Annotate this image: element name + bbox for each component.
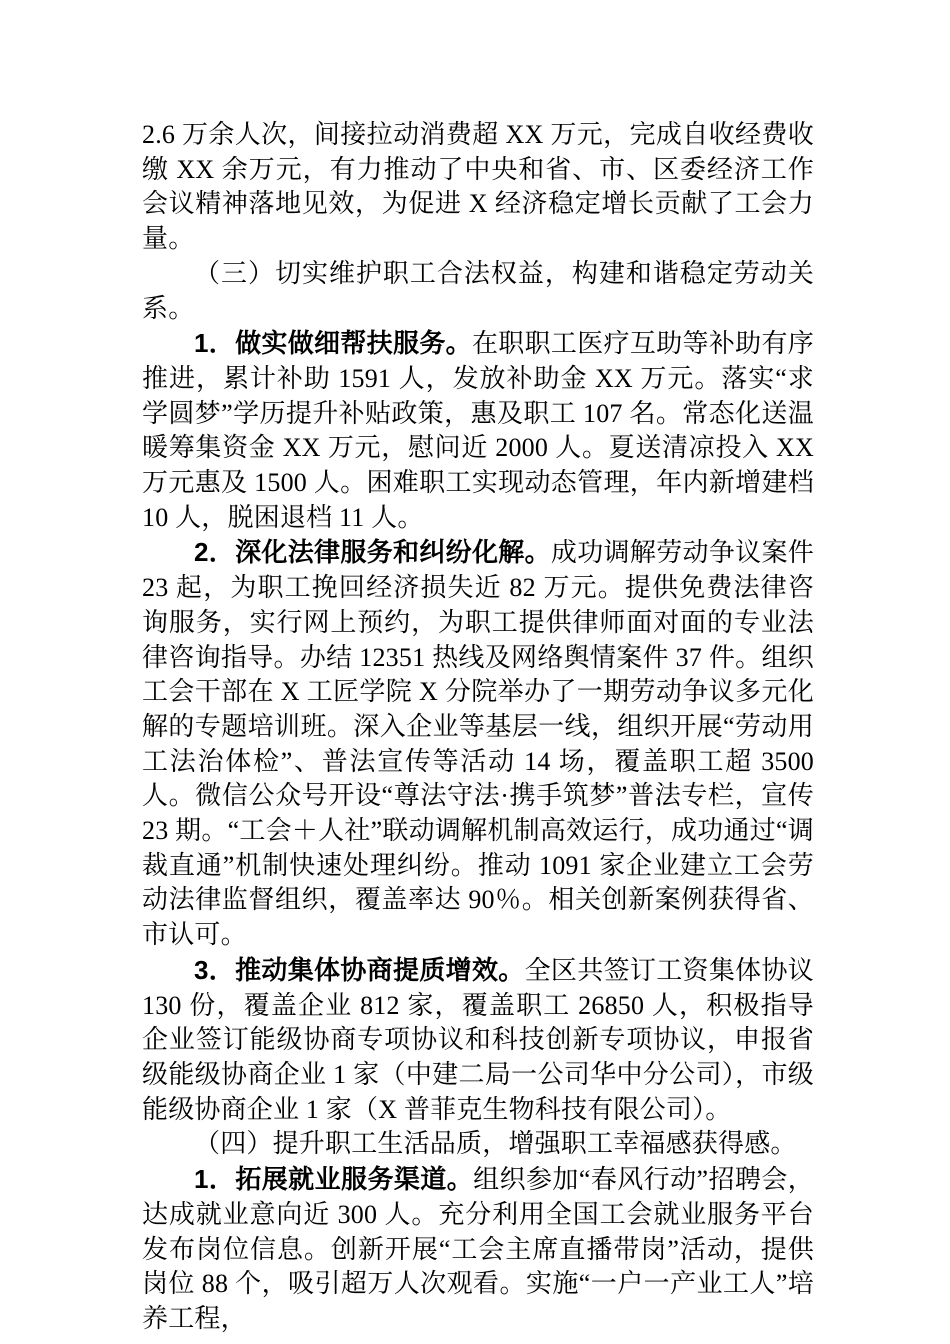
section-heading-text: （三）切实维护职工合法权益，构建和谐稳定劳动关系。 [142,258,814,323]
section-heading-text: （四）提升职工生活品质，增强职工幸福感获得感。 [194,1129,797,1159]
bold-lead: 1．做实做细帮扶服务。 [194,328,472,359]
bold-lead: 3．推动集体协商提质增效。 [194,954,525,985]
paragraph-text: 组织参加“春风行动”招聘会，达成就业意向近 300 人。充分利用全国工会就业服务平台发布岗位信息。创新开展“工会主席直播带岗”活动，提供岗位 88 个，吸引超万人次观看。实施“一户一产业工人”培养工程， [142,1165,814,1333]
continued-paragraph [142,118,814,257]
section-heading-four [142,1127,814,1162]
paragraph-text: 2.6 万余人次，间接拉动消费超 XX 万元，完成自收经费收缴 XX 余万元，有力推动了中央和省、市、区委经济工作会议精神落地见效，为促进 X 经济稳定增长贡献了工会力量。 [142,120,814,254]
section-heading-three [142,257,814,326]
paragraph-text: 成功调解劳动争议案件 23 起，为职工挽回经济损失近 82 万元。提供免费法律咨询服务，实行网上预约，为职工提供律师面对面的专业法律咨询指导。办结 12351 热线及网络舆情案件 37 件。组织工会干部在 X 工匠学院 X 分院举办了一期劳动争议多元化解的专题培训班。深入企业等基层一线，组织开展“劳动用工法治体检”、普法宣传等活动 14 场，覆盖职工超 3500 人。微信公众号开设“尊法守法·携手筑梦”普法专栏，宣传 23 期。“工会＋人社”联动调解机制高效运行，成功通过“调裁直通”机制快速处理纠纷。推动 1091 家企业建立工会劳动法律监督组织，覆盖率达 90％。相关创新案例获得省、市认可。 [142,538,814,950]
paragraph-text: 在职职工医疗互助等补助有序推进，累计补助 1591 人，发放补助金 XX 万元。落实“求学圆梦”学历提升补贴政策，惠及职工 107 名。常态化送温暖筹集资金 XX 万元，慰问近 2000 人。夏送清凉投入 XX 万元惠及 1500 人。困难职工实现动态管理，年内新增建档 10 人，脱困退档 11 人。 [142,329,814,532]
bold-lead: 2．深化法律服务和纠纷化解。 [194,537,551,568]
page-text-block [142,118,814,1337]
paragraph-text: 全区共签订工资集体协议 130 份，覆盖企业 812 家，覆盖职工 26850 人，积极指导企业签订能级协商专项协议和科技创新专项协议，申报省级能级协商企业 1 家（中建二局一公司华中分公司），市级能级协商企业 1 家（X 普菲克生物科技有限公司）。 [142,955,814,1124]
item-1-assistance-services [142,326,814,535]
bold-lead: 1．拓展就业服务渠道。 [194,1164,474,1195]
item-2-legal-services [142,535,814,952]
item-3-collective-negotiation [142,953,814,1128]
item-1-employment-services [142,1162,814,1337]
